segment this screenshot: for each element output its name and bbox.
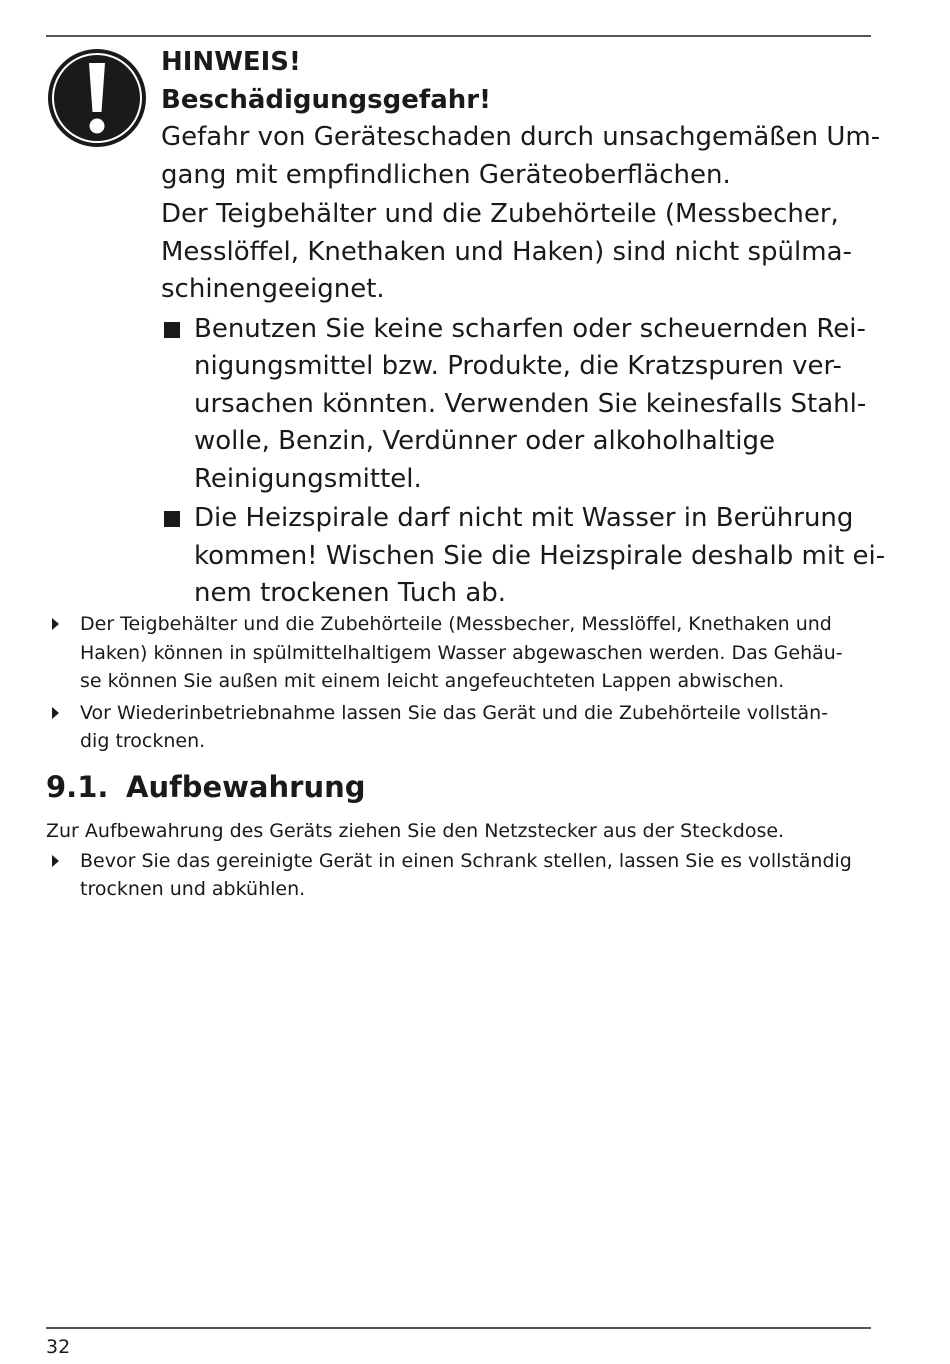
bullet-text-line: Benutzen Sie keine scharfen oder scheuernden Rei- [194, 313, 866, 344]
notice-text-line: Der Teigbehälter und die Zubehörteile (Messbecher, [161, 199, 839, 229]
step-text-line: dig trocknen. [80, 730, 206, 752]
bullet-text-line: kommen! Wischen Sie die Heizspirale deshalb mit ei- [194, 540, 886, 571]
notice-subheading: Beschädigungsgefahr! [161, 84, 491, 115]
section-heading [46, 770, 366, 804]
step-text-line: se können Sie außen mit einem leicht angefeuchteten Lappen abwischen. [80, 670, 785, 692]
notice-text-line: Gefahr von Geräteschaden durch unsachgemäßen Um- [161, 122, 881, 152]
bottom-rule [46, 1327, 871, 1329]
step-item [46, 847, 871, 904]
step-text-line: Bevor Sie das gereinigte Gerät in einen Schrank stellen, lassen Sie es vollständig [80, 849, 852, 872]
cleaning-steps [46, 610, 871, 756]
triangle-arrow-icon [52, 707, 59, 719]
bullet-text-line: nigungsmittel bzw. Produkte, die Kratzspuren ver- [194, 351, 842, 381]
bullet-text-line: nem trockenen Tuch ab. [194, 578, 507, 608]
exclamation-circle-icon [46, 47, 148, 149]
notice-paragraph [161, 196, 871, 309]
square-bullet-icon [164, 511, 180, 527]
notice-bullet-item [161, 500, 886, 613]
section-title: Aufbewahrung [126, 770, 366, 804]
bullet-text-line: Reinigungsmittel. [194, 463, 422, 494]
storage-section [46, 817, 871, 904]
bullet-text-line: ursachen könnten. Verwenden Sie keinesfalls Stahl- [194, 388, 867, 419]
step-text-line: Der Teigbehälter und die Zubehörteile (Messbecher, Messlöffel, Knethaken und [80, 613, 832, 635]
step-text-line: trocknen und abkühlen. [80, 878, 306, 900]
notice-block [161, 44, 886, 613]
notice-heading: HINWEIS! [161, 47, 301, 77]
top-rule [46, 35, 871, 37]
step-text-line: Vor Wiederinbetriebnahme lassen Sie das Gerät und die Zubehörteile vollstän- [80, 701, 829, 724]
square-bullet-icon [164, 322, 180, 338]
notice-text-line: gang mit empfindlichen Geräteoberflächen. [161, 159, 731, 190]
step-item [46, 610, 871, 696]
step-item [46, 699, 871, 756]
page-number: 32 [46, 1336, 71, 1358]
notice-bullet-item [161, 311, 871, 499]
notice-text-line: Messlöffel, Knethaken und Haken) sind nicht spülma- [161, 236, 852, 267]
notice-paragraph [161, 119, 881, 194]
section-intro: Zur Aufbewahrung des Geräts ziehen Sie den Netzstecker aus der Steckdose. [46, 820, 785, 842]
notice-text-line: schinengeeignet. [161, 274, 385, 304]
section-number: 9.1. [46, 770, 109, 804]
bullet-text-line: Die Heizspirale darf nicht mit Wasser in Berührung [194, 503, 854, 533]
bullet-text-line: wolle, Benzin, Verdünner oder alkoholhaltige [194, 426, 775, 456]
triangle-arrow-icon [52, 855, 59, 867]
step-text-line: Haken) können in spülmittelhaltigem Wasser abgewaschen werden. Das Gehäu- [80, 641, 843, 664]
triangle-arrow-icon [52, 618, 59, 630]
